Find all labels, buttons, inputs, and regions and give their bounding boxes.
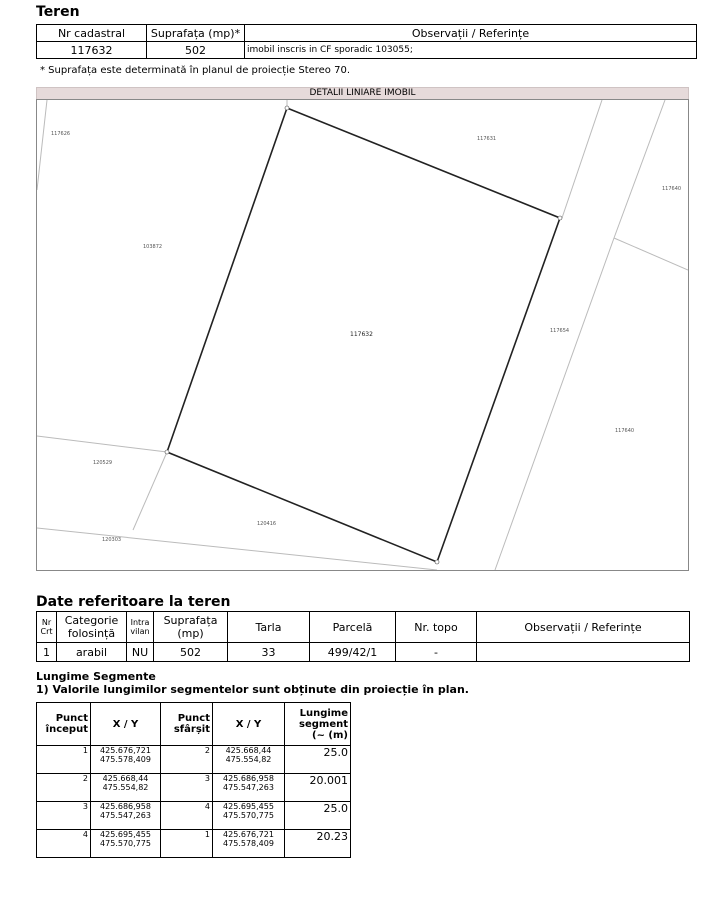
boundary-line (37, 528, 437, 570)
cell-xy-start: 425.668,44 475.554,82 (91, 774, 161, 802)
cell-length: 25.0 (285, 802, 351, 830)
cell-suprafata-mp: 502 (154, 643, 228, 662)
header-intravilan: Intra vilan (127, 612, 154, 643)
neighbor-label: 117626 (51, 131, 71, 137)
header-nr-topo: Nr. topo (396, 612, 477, 643)
neighbor-label: 117654 (550, 328, 570, 334)
header-xy-1: X / Y (91, 703, 161, 746)
cell-xy-start: 425.676,721 475.578,409 (91, 746, 161, 774)
cell-tarla: 33 (228, 643, 310, 662)
table-row (37, 830, 351, 858)
header-tarla: Tarla (228, 612, 310, 643)
cell-categorie: arabil (57, 643, 127, 662)
boundary-line (614, 238, 688, 270)
section-title-teren: Teren (36, 4, 80, 20)
neighbor-label: 103872 (143, 244, 163, 250)
neighbor-label: 117640 (662, 186, 682, 192)
header-xy-2: X / Y (213, 703, 285, 746)
segments-subtitle: 1) Valorile lungimilor segmentelor sunt obținute din proiecție în plan. (36, 683, 469, 696)
neighbor-label: 120529 (93, 460, 113, 466)
vertex-marker (435, 560, 439, 564)
header-lungime: Lungime segment (~ (m) (285, 703, 351, 746)
cell-xy-end: 425.668,44 475.554,82 (213, 746, 285, 774)
cell-start: 3 (37, 802, 91, 830)
main-parcel-label: 117632 (350, 331, 373, 338)
header-nr-cadastral: Nr cadastral (37, 25, 147, 42)
header-nr-crt: Nr Crt (37, 612, 57, 643)
vertex-marker (558, 216, 562, 220)
cell-start: 2 (37, 774, 91, 802)
map-header: DETALII LINIARE IMOBIL (36, 87, 689, 100)
teren-table (36, 24, 697, 59)
table-row (37, 802, 351, 830)
header-suprafata-mp: Suprafața (mp) (154, 612, 228, 643)
cell-end: 4 (161, 802, 213, 830)
cell-end: 2 (161, 746, 213, 774)
cell-xy-end: 425.686,958 475.547,263 (213, 774, 285, 802)
cell-observatii-2 (477, 643, 690, 662)
cell-end: 3 (161, 774, 213, 802)
cell-nr-crt: 1 (37, 643, 57, 662)
header-punct-sfarsit: Punct sfârșit (161, 703, 213, 746)
cell-length: 25.0 (285, 746, 351, 774)
cell-nr-cadastral: 117632 (37, 42, 147, 59)
cell-start: 4 (37, 830, 91, 858)
parcel-map (36, 99, 689, 571)
header-parcela: Parcelă (310, 612, 396, 643)
header-categorie: Categorie folosință (57, 612, 127, 643)
vertex-marker (285, 106, 289, 110)
cell-nr-topo: - (396, 643, 477, 662)
cell-xy-end: 425.695,455 475.570,775 (213, 802, 285, 830)
neighbor-label: 117631 (477, 136, 497, 142)
neighbor-label: 120416 (257, 521, 277, 527)
cell-suprafata: 502 (147, 42, 245, 59)
header-observatii: Observații / Referințe (245, 25, 697, 42)
header-observatii-2: Observații / Referințe (477, 612, 690, 643)
header-suprafata: Suprafața (mp)* (147, 25, 245, 42)
segments-title: Lungime Segmente (36, 670, 156, 683)
cell-xy-end: 425.676,721 475.578,409 (213, 830, 285, 858)
cell-length: 20.23 (285, 830, 351, 858)
boundary-line (614, 100, 665, 238)
boundary-line (562, 100, 602, 218)
cell-intravilan: NU (127, 643, 154, 662)
cell-parcela: 499/42/1 (310, 643, 396, 662)
cell-length: 20.001 (285, 774, 351, 802)
cell-observatii: imobil inscris in CF sporadic 103055; (245, 42, 697, 59)
teren-note: * Suprafața este determinată în planul de proiecție Stereo 70. (40, 65, 351, 76)
boundary-line (495, 238, 614, 570)
cell-xy-start: 425.695,455 475.570,775 (91, 830, 161, 858)
boundary-line (133, 452, 167, 530)
neighbor-label: 120303 (102, 537, 122, 543)
table-row (37, 774, 351, 802)
neighbor-label: 117640 (615, 428, 635, 434)
boundary-line (37, 436, 167, 452)
section-title-date: Date referitoare la teren (36, 594, 231, 610)
boundary-line (37, 100, 47, 190)
cell-start: 1 (37, 746, 91, 774)
vertex-marker (165, 450, 169, 454)
date-table (36, 611, 690, 662)
segments-table (36, 702, 351, 858)
table-row (37, 746, 351, 774)
cell-end: 1 (161, 830, 213, 858)
header-punct-inceput: Punct început (37, 703, 91, 746)
cell-xy-start: 425.686,958 475.547,263 (91, 802, 161, 830)
